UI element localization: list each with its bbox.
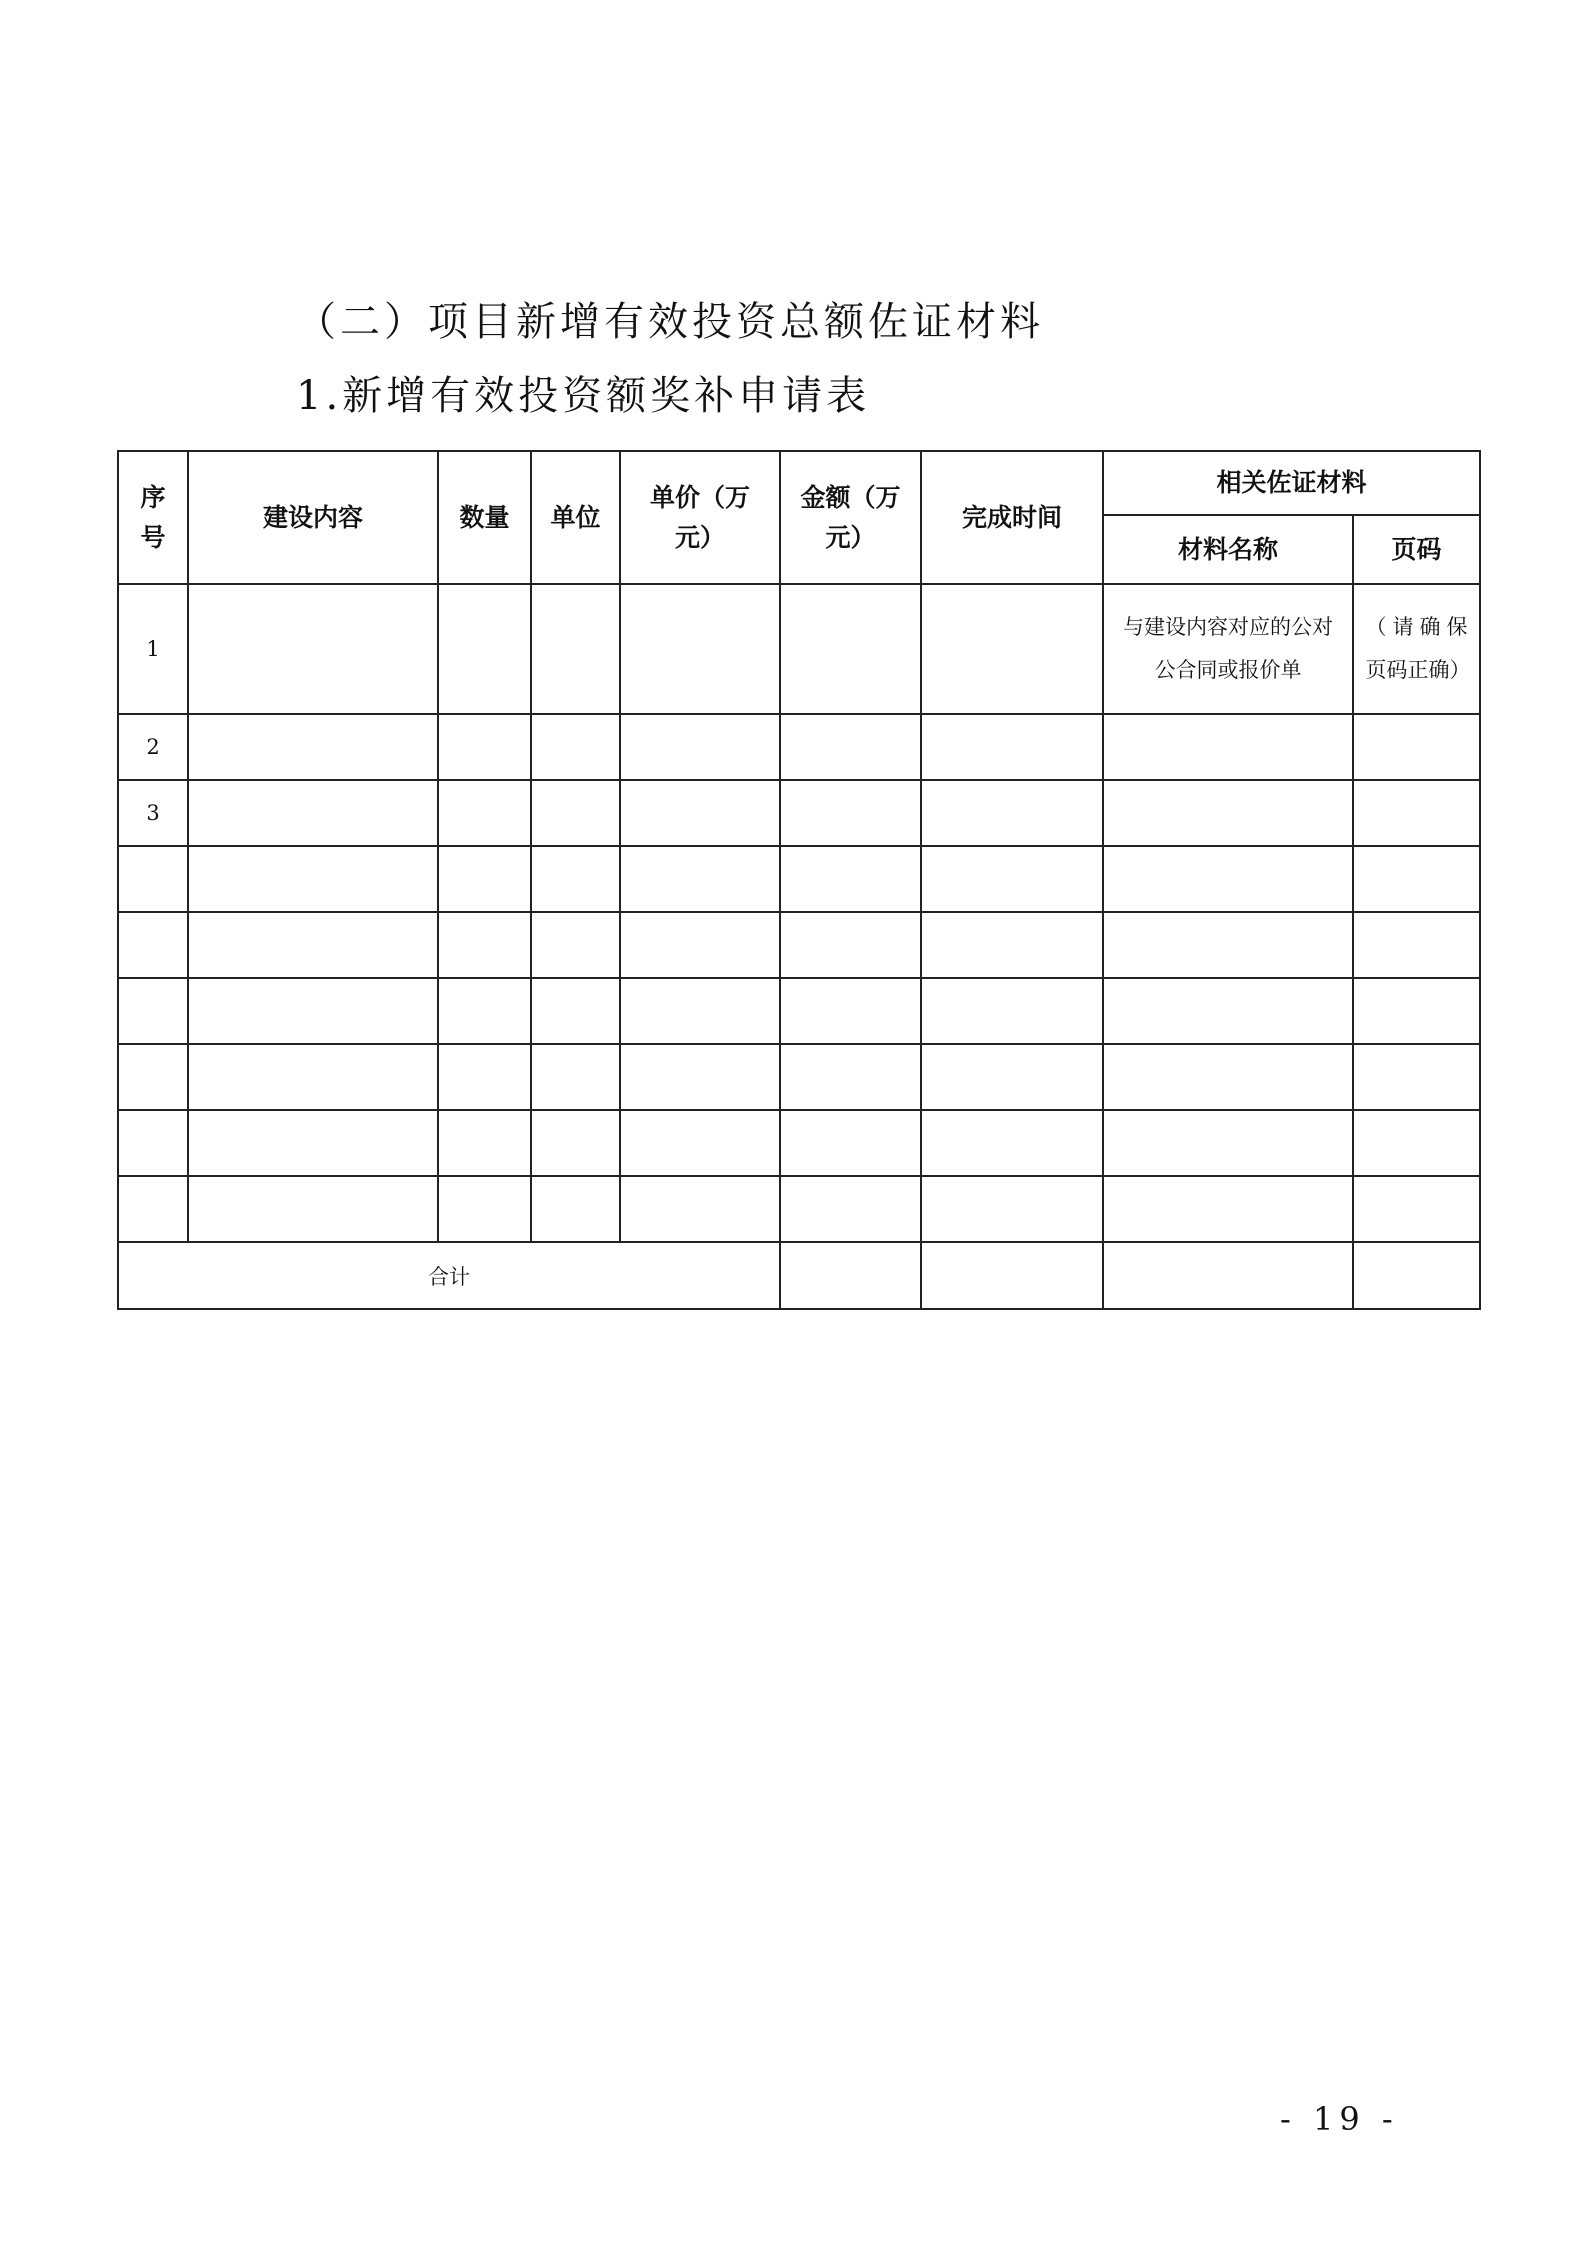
content-cell[interactable] [188,1044,438,1110]
completion-time-cell[interactable] [921,912,1103,978]
row-index-cell [118,1176,188,1242]
unit-price-cell[interactable] [620,584,780,714]
section-title: （二）项目新增有效投资总额佐证材料 [296,299,1044,345]
amount-cell[interactable] [780,978,921,1044]
application-table [117,450,1481,1310]
material-name-cell[interactable] [1103,1044,1353,1110]
table-row [118,1044,1480,1110]
content-cell[interactable] [188,978,438,1044]
header-row [118,451,1480,515]
total-amount-cell[interactable] [780,1242,921,1309]
quantity-cell[interactable] [438,846,531,912]
completion-time-cell[interactable] [921,978,1103,1044]
row-index-cell [118,1110,188,1176]
amount-cell[interactable] [780,846,921,912]
page-number: - 19 - [1280,2100,1399,2138]
header-page-number: 页码 [1353,515,1480,584]
content-cell[interactable] [188,584,438,714]
row-index-cell: 1 [118,584,188,714]
unit-cell[interactable] [531,978,620,1044]
quantity-cell[interactable] [438,780,531,846]
table-row [118,912,1480,978]
unit-cell[interactable] [531,912,620,978]
completion-time-cell[interactable] [921,1110,1103,1176]
unit-cell[interactable] [531,1044,620,1110]
page-number-cell[interactable] [1353,780,1480,846]
table-row [118,1176,1480,1242]
amount-cell[interactable] [780,780,921,846]
unit-price-cell[interactable] [620,1176,780,1242]
unit-price-cell[interactable] [620,780,780,846]
header-index: 序号 [118,451,188,584]
unit-cell[interactable] [531,1176,620,1242]
header-amount: 金额（万元） [780,451,921,584]
page-number-cell[interactable] [1353,714,1480,780]
table-title: 1.新增有效投资额奖补申请表 [296,373,871,419]
row-index-cell [118,978,188,1044]
amount-cell[interactable] [780,1110,921,1176]
row-index-cell [118,846,188,912]
material-name-cell[interactable] [1103,780,1353,846]
material-name-cell[interactable] [1103,1176,1353,1242]
content-cell[interactable] [188,912,438,978]
page-number-cell[interactable] [1353,912,1480,978]
material-name-cell[interactable] [1103,978,1353,1044]
total-label: 合计 [118,1242,780,1309]
row-index-cell [118,1044,188,1110]
table-row [118,714,1480,780]
table-row [118,846,1480,912]
table-row [118,978,1480,1044]
material-name-cell[interactable] [1103,912,1353,978]
header-completion-time: 完成时间 [921,451,1103,584]
unit-cell[interactable] [531,714,620,780]
row-index-cell: 3 [118,780,188,846]
page-number-cell[interactable] [1353,1110,1480,1176]
page-number-cell[interactable] [1353,1176,1480,1242]
unit-cell[interactable] [531,780,620,846]
completion-time-cell[interactable] [921,714,1103,780]
total-completion-time-cell[interactable] [921,1242,1103,1309]
unit-cell[interactable] [531,584,620,714]
completion-time-cell[interactable] [921,1044,1103,1110]
unit-cell[interactable] [531,846,620,912]
completion-time-cell[interactable] [921,846,1103,912]
material-name-text: 与建设内容对应的公对公合同或报价单 [1123,615,1333,682]
quantity-cell[interactable] [438,1176,531,1242]
quantity-cell[interactable] [438,978,531,1044]
unit-price-cell[interactable] [620,1044,780,1110]
content-cell[interactable] [188,1176,438,1242]
quantity-cell[interactable] [438,1110,531,1176]
quantity-cell[interactable] [438,1044,531,1110]
row-index-cell: 2 [118,714,188,780]
amount-cell[interactable] [780,714,921,780]
unit-cell[interactable] [531,1110,620,1176]
content-cell[interactable] [188,846,438,912]
quantity-cell[interactable] [438,584,531,714]
page-number-cell[interactable] [1353,978,1480,1044]
amount-cell[interactable] [780,584,921,714]
content-cell[interactable] [188,780,438,846]
table-row [118,584,1480,714]
content-cell[interactable] [188,714,438,780]
page-number-text: （请确保页码正确） [1365,615,1471,682]
completion-time-cell[interactable] [921,584,1103,714]
material-name-cell[interactable] [1103,584,1353,714]
page-number-cell[interactable] [1353,846,1480,912]
total-material-name-cell[interactable] [1103,1242,1353,1309]
unit-price-cell[interactable] [620,1110,780,1176]
material-name-cell[interactable] [1103,846,1353,912]
material-name-cell[interactable] [1103,714,1353,780]
unit-price-cell[interactable] [620,978,780,1044]
unit-price-cell[interactable] [620,912,780,978]
table-row [118,1110,1480,1176]
row-index-cell [118,912,188,978]
total-page-number-cell[interactable] [1353,1242,1480,1309]
completion-time-cell[interactable] [921,780,1103,846]
unit-price-cell[interactable] [620,846,780,912]
page-number-cell[interactable] [1353,584,1480,714]
page-number-cell[interactable] [1353,1044,1480,1110]
content-cell[interactable] [188,1110,438,1176]
completion-time-cell[interactable] [921,1176,1103,1242]
quantity-cell[interactable] [438,714,531,780]
unit-price-cell[interactable] [620,714,780,780]
amount-cell[interactable] [780,1044,921,1110]
header-unit: 单位 [531,451,620,584]
header-unit-price: 单价（万元） [620,451,780,584]
material-name-cell[interactable] [1103,1110,1353,1176]
total-row [118,1242,1480,1309]
amount-cell[interactable] [780,912,921,978]
header-content: 建设内容 [188,451,438,584]
amount-cell[interactable] [780,1176,921,1242]
header-material-name: 材料名称 [1103,515,1353,584]
header-evidence-group: 相关佐证材料 [1103,451,1480,515]
quantity-cell[interactable] [438,912,531,978]
table-row [118,780,1480,846]
header-quantity: 数量 [438,451,531,584]
